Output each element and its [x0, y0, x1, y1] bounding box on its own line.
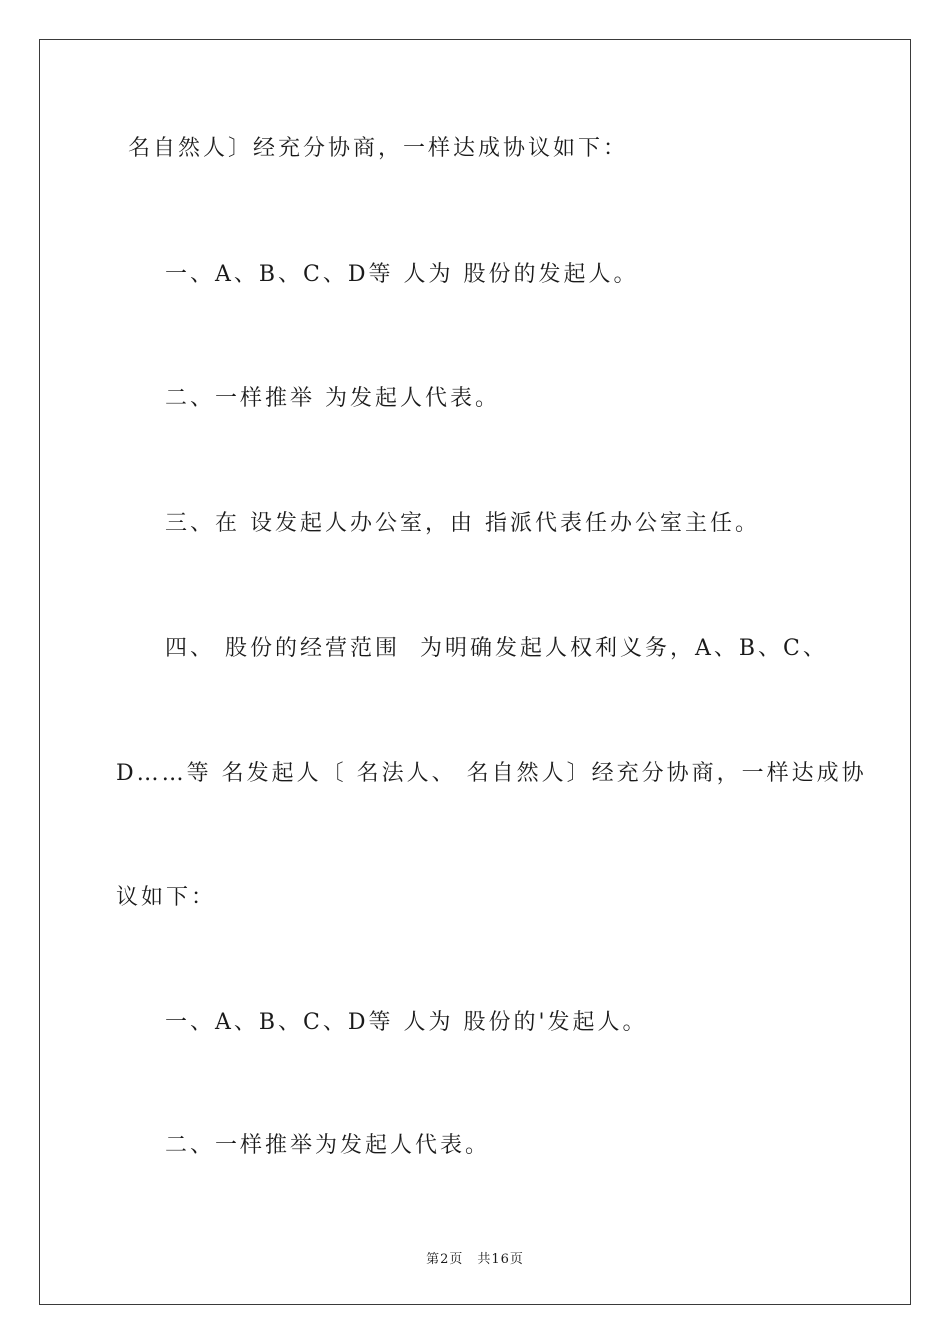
paragraph-line-2: 一、A、B、C、D等 人为 股份的发起人。 [165, 262, 639, 287]
paragraph-line-8: 一、A、B、C、D等 人为 股份的'发起人。 [165, 1010, 648, 1035]
paragraph-line-6: D……等 名发起人〔 名法人、 名自然人〕经充分协商，一样达成协 [116, 761, 867, 786]
paragraph-line-1: 名自然人〕经充分协商，一样达成协议如下： [128, 136, 629, 161]
page-number-footer: 第2页 共16页 [426, 1252, 524, 1267]
paragraph-line-5: 四、 股份的经营范围 为明确发起人权利义务，A、B、C、 [165, 636, 828, 661]
paragraph-line-9: 二、一样推举为发起人代表。 [165, 1133, 491, 1158]
paragraph-line-7: 议如下： [116, 885, 217, 910]
page-border [39, 39, 911, 1305]
paragraph-line-3: 二、一样推举 为发起人代表。 [165, 386, 500, 411]
paragraph-line-4: 三、在 设发起人办公室，由 指派代表任办公室主任。 [165, 511, 760, 536]
